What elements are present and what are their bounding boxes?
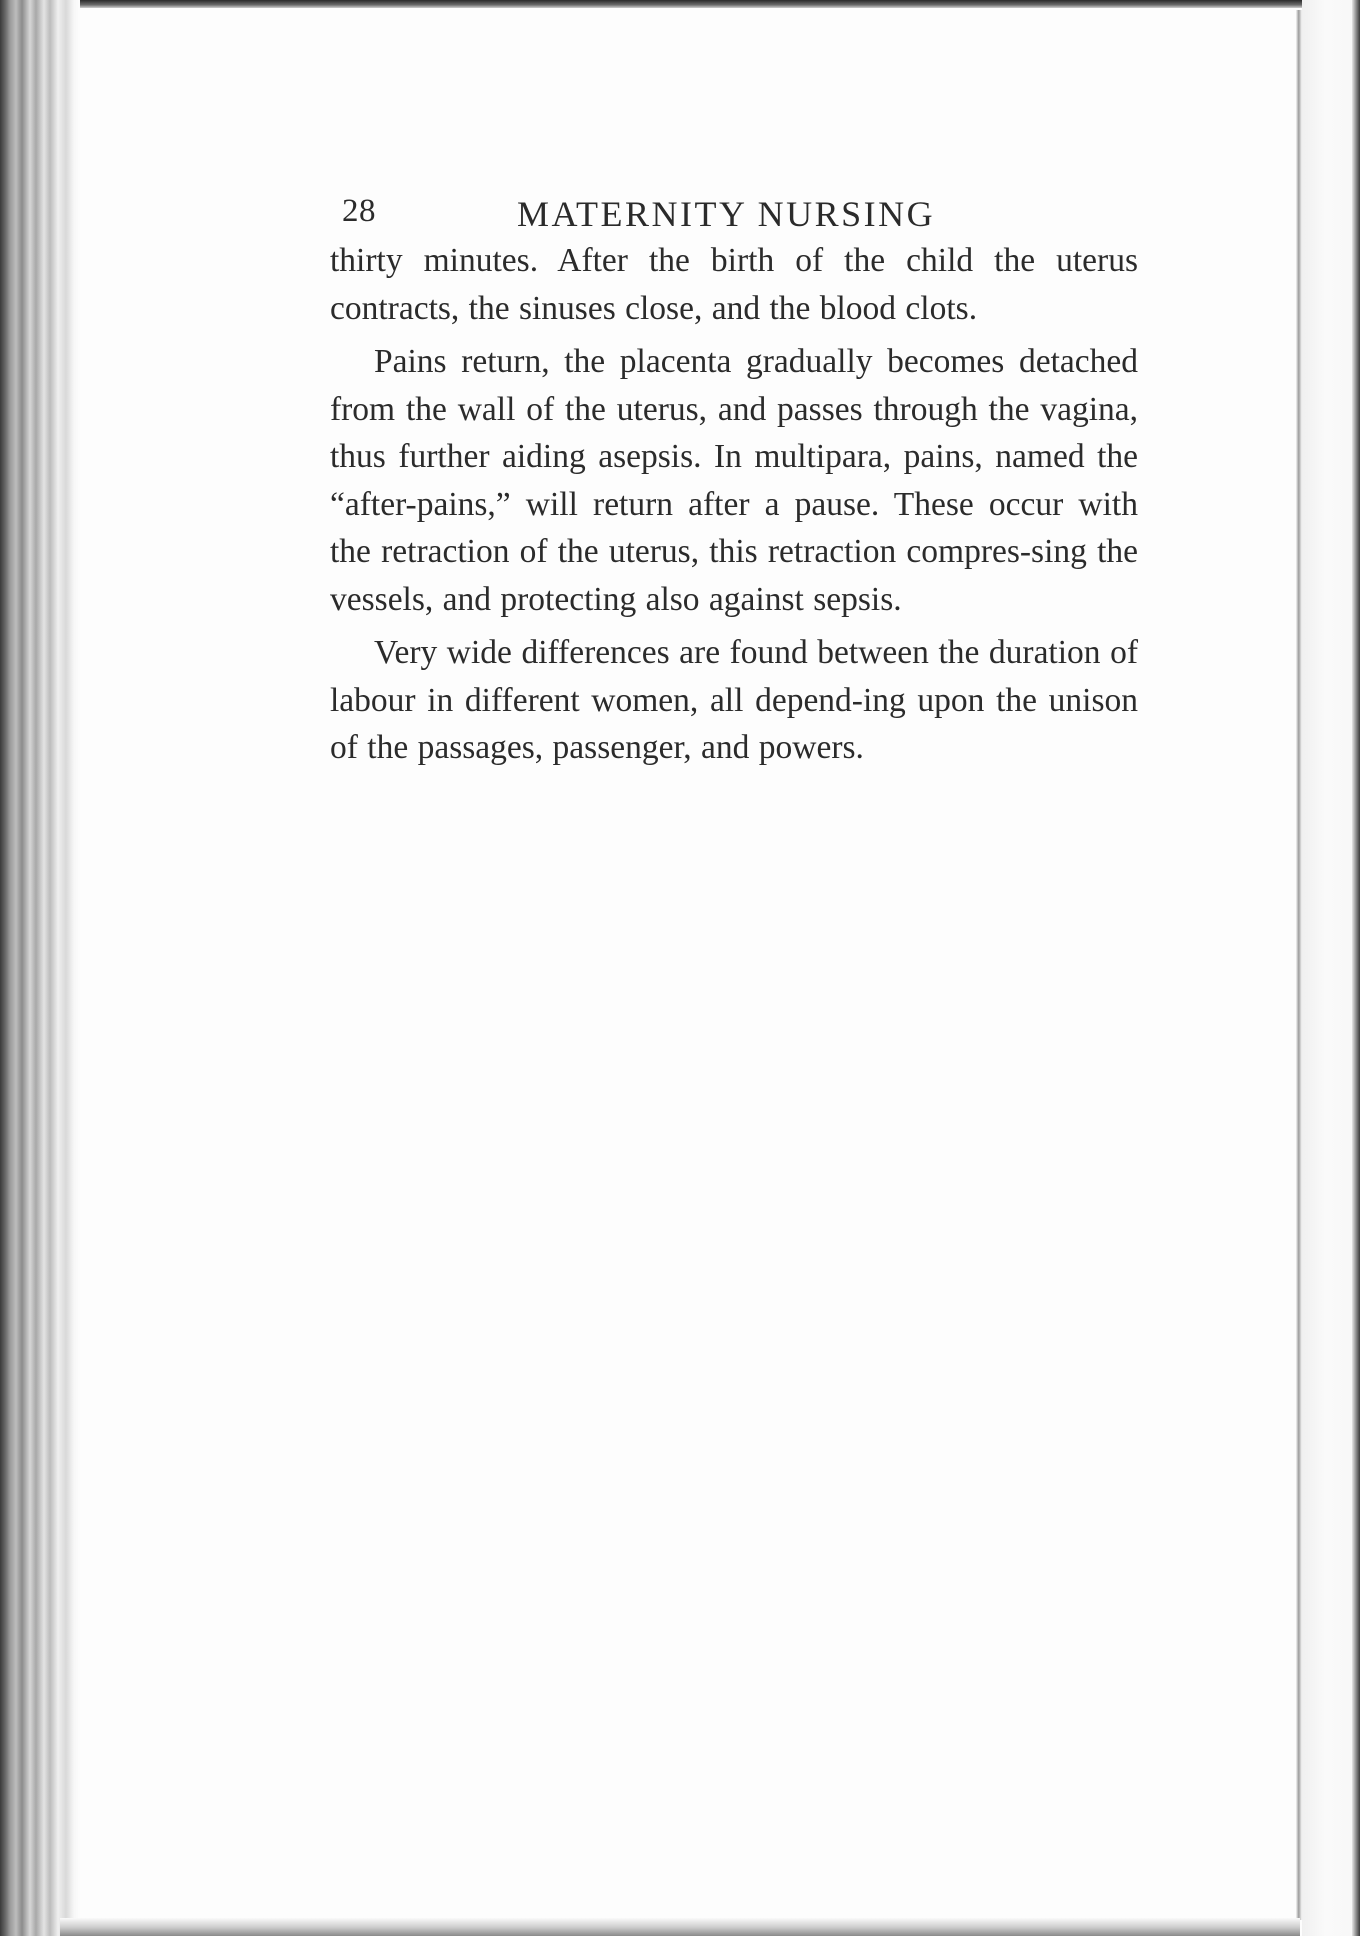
book-binding-edge [0,0,80,1936]
scanner-top-edge [0,0,1360,8]
paragraph-2: Pains return, the placenta gradually becomes detached from the wall of the uterus, and passes through the vagina, thus further aiding asepsis. In multipara, pains, named the “after-pains,” will return after a pause. These occur with the retraction of the uterus, this retraction compres-sing the vessels, and protecting also against sepsis. [330,343,1138,618]
page-number: 28 [342,193,376,229]
running-head: MATERNITY NURSING [517,194,936,234]
scanner-right-edge [1352,0,1360,1936]
page-header [330,185,1138,233]
paragraph-3: Very wide differences are found between the duration of labour in different women, all depend-ing upon the unison of the passages, passenger, and powers. [330,634,1138,766]
page-gutter-line [1296,10,1302,1920]
page-bottom-edge [60,1918,1300,1936]
page-body [330,185,1138,772]
paragraph-1: thirty minutes. After the birth of the child the uterus contracts, the sinuses close, and the blood clots. [330,242,1138,327]
